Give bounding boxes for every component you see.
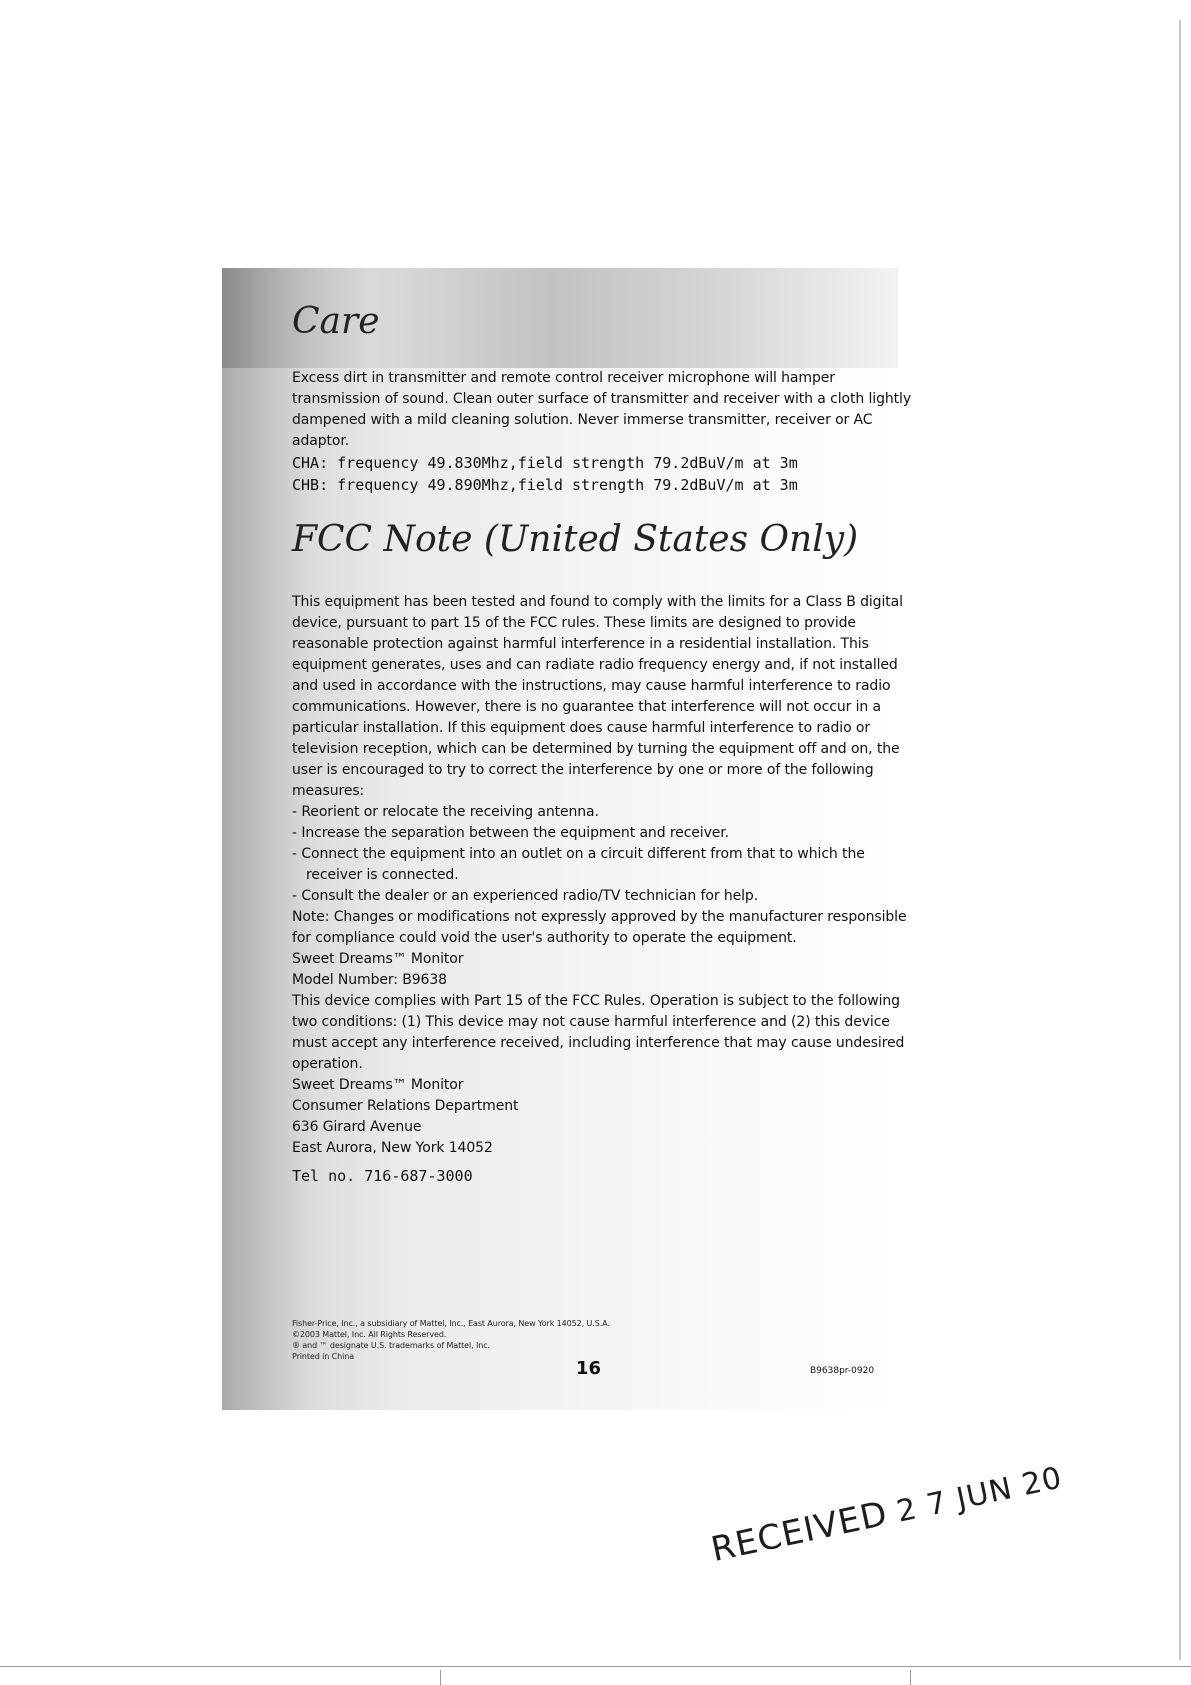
scan-tick-left: [440, 1670, 441, 1685]
address-department: Consumer Relations Department: [292, 1098, 519, 1114]
measure-item: - Connect the equipment into an outlet on a circuit different from that to which the receiver is connected.: [292, 844, 916, 886]
scan-tick-right: [910, 1670, 911, 1685]
care-heading: Care: [292, 301, 380, 342]
footer-origin: Printed in China: [292, 1352, 355, 1361]
fcc-heading: FCC Note (United States Only): [292, 519, 859, 560]
stamp-text: RECEIVED: [707, 1493, 892, 1570]
measure-item: - Consult the dealer or an experienced radio/TV technician for help.: [292, 886, 916, 907]
scan-edge-bottom: [0, 1666, 1191, 1667]
received-stamp: [708, 1457, 1066, 1570]
address-city: East Aurora, New York 14052: [292, 1140, 493, 1156]
measure-item: - Increase the separation between the equipment and receiver.: [292, 823, 916, 844]
frequency-line-cha: CHA: frequency 49.830Mhz,field strength 79.2dBuV/m at 3m: [292, 454, 798, 472]
footer-copyright: ©2003 Mattel, Inc. All Rights Reserved.: [292, 1330, 447, 1339]
page-footer: [292, 1318, 892, 1362]
care-paragraph: Excess dirt in transmitter and remote control receiver microphone will hamper transmission of sound. Clean outer surface of transmitter and receiver with a cloth lightly dampened with a mild cleaning solution. Never immerse transmitter, receiver or AC adaptor.: [292, 370, 912, 449]
measure-item: - Reorient or relocate the receiving antenna.: [292, 802, 916, 823]
fcc-note: Note: Changes or modifications not expressly approved by the manufacturer responsible for compliance could void the user's authority to operate the equipment.: [292, 909, 907, 946]
scan-edge-right: [1179, 20, 1181, 1660]
telephone-number: Tel no. 716-687-3000: [292, 1167, 473, 1185]
footer-company: Fisher-Price, Inc., a subsidiary of Mattel, Inc., East Aurora, New York 14052, U.S.A.: [292, 1319, 610, 1328]
document-content: [292, 300, 916, 1187]
product-name: Sweet Dreams™ Monitor: [292, 951, 464, 967]
stamp-date: 2 7 JUN 20: [893, 1460, 1066, 1530]
model-number: Model Number: B9638: [292, 972, 447, 988]
frequency-line-chb: CHB: frequency 49.890Mhz,field strength 79.2dBuV/m at 3m: [292, 476, 798, 494]
part-number: B9638pr-0920: [810, 1366, 875, 1376]
fcc-compliance: This device complies with Part 15 of the FCC Rules. Operation is subject to the following two conditions: (1) This device may not cause harmful interference and (2) this device must accept any interference received, including interference that may cause undesired operation.: [292, 993, 905, 1072]
footer-trademark: ® and ™ designate U.S. trademarks of Mattel, Inc.: [292, 1341, 490, 1350]
address-street: 636 Girard Avenue: [292, 1119, 422, 1135]
fcc-paragraph: This equipment has been tested and found to comply with the limits for a Class B digital device, pursuant to part 15 of the FCC rules. These limits are designed to provide reasonable protection against harmful interference in a residential installation. This equipment generates, uses and can radiate radio frequency energy and, if not installed and used in accordance with the instructions, may cause harmful interference to radio communications. However, there is no guarantee that interference will not occur in a particular installation. If this equipment does cause harmful interference to radio or television reception, which can be determined by turning the equipment off and on, the user is encouraged to try to correct the interference by one or more of the following measures:: [292, 594, 903, 799]
address-name: Sweet Dreams™ Monitor: [292, 1077, 464, 1093]
page-number: 16: [576, 1358, 602, 1379]
